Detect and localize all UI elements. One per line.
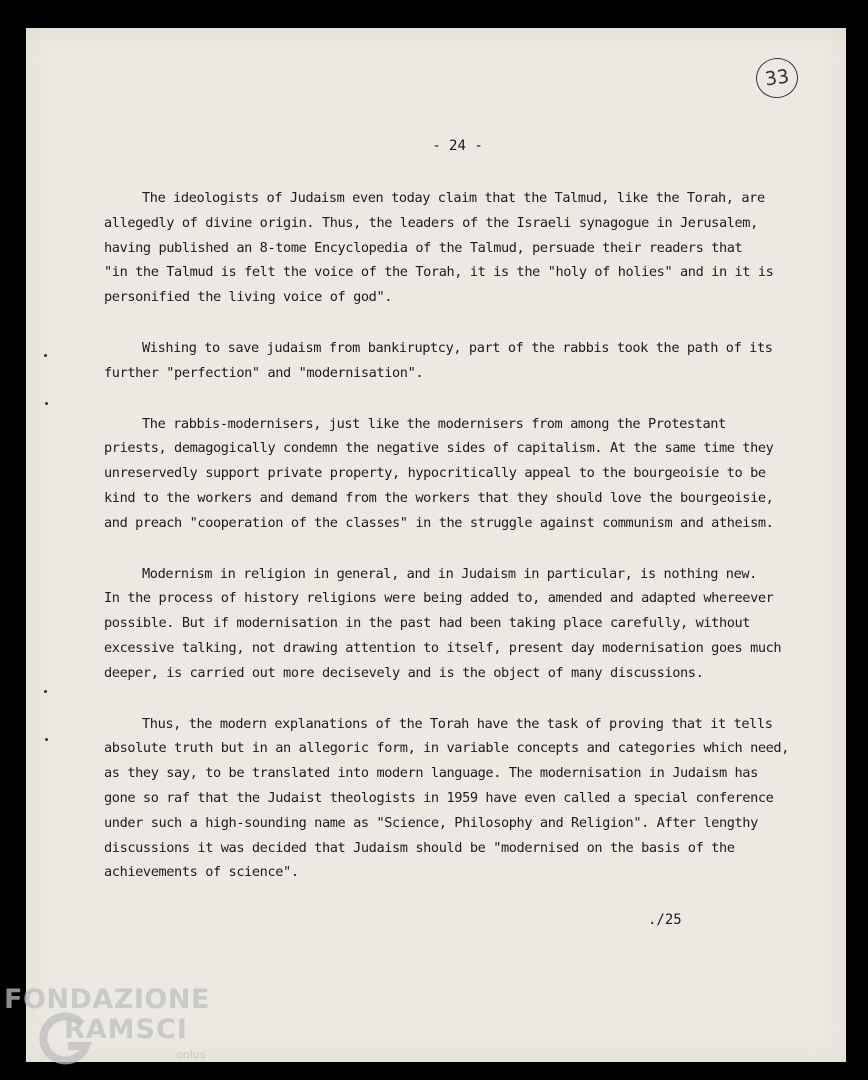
- watermark-line2: RAMSCI: [64, 1014, 188, 1045]
- text-line: further "perfection" and "modernisation".: [104, 364, 424, 381]
- watermark-line1: FONDAZIONE: [4, 984, 210, 1015]
- text-line: Thus, the modern explanations of the Torah have the task of proving that it tells: [142, 715, 773, 732]
- text-line: In the process of history religions were being added to, amended and adapted whereever: [104, 590, 774, 607]
- text-line: kind to the workers and demand from the workers that they should love the bourgeoisie,: [104, 489, 774, 506]
- text-line: as they say, to be translated into modern language. The modernisation in Judaism has: [104, 765, 758, 782]
- text-line: absolute truth but in an allegoric form, in variable concepts and categories which need,: [104, 740, 790, 757]
- text-line: under such a high-sounding name as "Science, Philosophy and Religion". After lengthy: [104, 814, 758, 831]
- margin-mark: [45, 738, 48, 741]
- text-line: The ideologists of Judaism even today claim that the Talmud, like the Torah, are: [142, 190, 765, 206]
- text-line: achievements of science".: [104, 864, 299, 881]
- margin-mark: [44, 690, 47, 693]
- text-line: gone so raf that the Judaist theologists in 1959 have even called a special conference: [104, 789, 774, 806]
- text-line: The rabbis-modernisers, just like the modernisers from among the Protestant: [142, 415, 726, 432]
- text-line: personified the living voice of god".: [104, 289, 393, 306]
- margin-mark: [44, 354, 47, 357]
- text-line: "in the Talmud is felt the voice of the Torah, it is the "holy of holies" and in it is: [104, 264, 774, 281]
- text-line: priests, demagogically condemn the negative sides of capitalism. At the same time they: [104, 440, 774, 457]
- text-line: and preach "cooperation of the classes" in the struggle against communism and atheism.: [104, 514, 774, 531]
- watermark-suffix: onlus: [176, 1048, 206, 1061]
- text-line: allegedly of divine origin. Thus, the leaders of the Israeli synagogue in Jerusalem,: [104, 214, 758, 231]
- margin-mark: [45, 402, 48, 405]
- text-line: unreservedly support private property, hypocritically appeal to the bourgeoisie to be: [104, 465, 766, 482]
- text-line: Wishing to save judaism from bankiruptcy, part of the rabbis took the path of its: [142, 339, 773, 356]
- paragraph-3: [104, 412, 804, 536]
- text-line: Modernism in religion in general, and in Judaism in particular, is nothing new.: [142, 565, 757, 582]
- text-line: possible. But if modernisation in the past had been taking place carefully, without: [104, 615, 751, 632]
- paragraph-2: [104, 336, 804, 386]
- page-number: - 24 -: [432, 138, 483, 154]
- text-line: discussions it was decided that Judaism should be "modernised on the basis of the: [104, 839, 735, 856]
- archive-page-number: 33: [753, 55, 800, 100]
- continuation-marker: ./25: [648, 912, 682, 928]
- document-body: [104, 186, 804, 911]
- text-line: deeper, is carried out more decisevely and is the object of many discussions.: [104, 664, 704, 681]
- fondazione-gramsci-watermark: [4, 984, 219, 1080]
- paragraph-1: [104, 186, 804, 310]
- paragraph-5: [104, 712, 804, 886]
- text-line: excessive talking, not drawing attention to itself, present day modernisation goes much: [104, 639, 782, 656]
- text-line: having published an 8-tome Encyclopedia of the Talmud, persuade their readers that: [104, 239, 743, 256]
- paragraph-4: [104, 562, 804, 686]
